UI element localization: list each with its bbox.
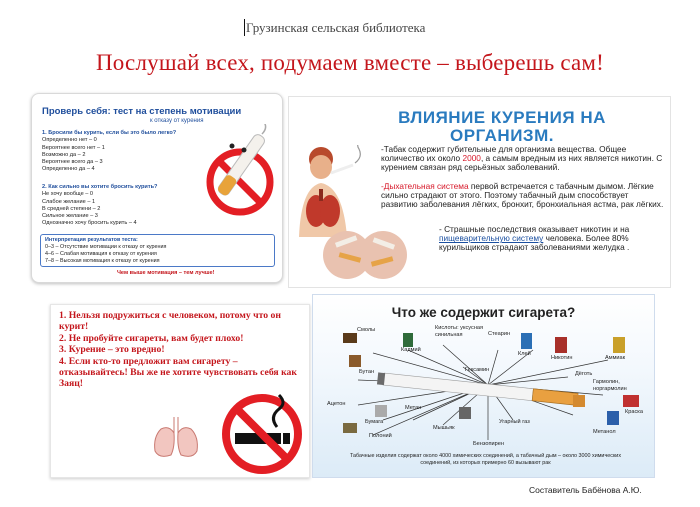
influence-paragraph-3 [439,225,667,253]
influence-title-line2: ОРГАНИЗМ. [450,126,554,145]
q1-answer: Определенно нет – 0 [42,137,97,144]
q1-answer: Определенно да – 4 [42,166,95,173]
label-smoly: Смолы [357,327,376,333]
influence-paragraph-1 [381,145,666,173]
slide-headline: Послушай всех, подумаем вместе – выберешь сам! [95,50,605,75]
label-bumaga: Бумага [365,419,384,425]
no-smoking-icon [219,391,305,477]
rule-item: 3. Курение – это вредно! [59,344,165,356]
q1-answer: Вероятнее всего нет – 1 [42,144,105,151]
label-degot: Дёготь [575,371,593,377]
rule-item: 4. Если кто-то предложит вам сигарету – отказывайтесь! Вы же не хотите чувствовать себя как Заяц! [59,355,297,390]
interpretation-title: Интерпретация результатов теста: [45,237,138,243]
test-footer: Чем выше мотивация – тем лучше! [117,270,215,276]
influence-text: человека. Более 80% курильщиков страдают заболеваниями желудка . [439,233,630,253]
interpretation-line: 7–8 – Высокая мотивация к отказу от курения [45,258,160,264]
influence-text: , а самым вредным из них является никотин. С курением связан ряд серьёзных заболеваний. [381,153,663,173]
label-aceton: Ацетон [327,401,346,407]
label-stearin: Стеарин [488,331,511,337]
question-2-text: 2. Как сильно вы хотите бросить курить? [42,184,158,190]
q2-answer: Не хочу вообще – 0 [42,191,94,198]
no-smoking-cigarette-icon [202,124,278,234]
rules-list [59,310,304,390]
label-benzopiren: Бензопирен [473,441,504,447]
question-1 [42,130,202,174]
interpretation-line: 4–6 – Слабая мотивация к отказу от курения [45,251,157,257]
smoker-lungs-icon [291,145,377,237]
label-myshyak: Мышьяк [433,425,455,431]
smoking-influence-panel [288,96,671,288]
label-garmoni: Гармолин, норгармолин [593,379,627,392]
lungs-icon [151,411,201,461]
label-kadmiy: Кадмий [401,347,421,353]
label-kley: Клей [518,351,531,357]
rules-panel [50,304,310,478]
label-kisloty: Кислоты: уксусная синильная [435,325,484,338]
influence-text: первой встречается с табачным дымом. Лёгкие сильно страдают от этого. Поэтому табачный дым способствует развитию заболевания лёгких, бронхит, бронхиальная астма, рак лёгких. [381,181,664,210]
motivation-test-panel [31,93,283,283]
content-title: Что же содержит сигарета? [391,305,576,320]
label-butan: Бутан [359,369,375,375]
rule-item: 2. Не пробуйте сигареты, вам будет плохо! [59,332,244,344]
q1-answer: Вероятнее всего да – 3 [42,159,103,166]
cigarette-content-panel [312,294,655,478]
digestive-system-label: пищеварительную систему [439,233,544,244]
influence-text: - Страшные последствия оказывает никотин и на [439,224,630,234]
interpretation-line: 0–3 – Отсутствие мотивации к отказу от курения [45,244,167,250]
question-1-text: 1. Бросили бы курить, если бы это было легко? [42,130,177,136]
text-cursor [244,19,245,36]
q2-answer: Сильное желание – 3 [42,213,98,220]
test-subtitle: к отказу от курения [150,118,204,124]
respiratory-system-label: -Дыхательная система [381,181,469,191]
label-nikotin: Никотин [551,355,573,361]
cigarettes-lungs-icon [319,225,411,283]
author-credit: Составитель Бабёнова А.Ю. [529,485,642,495]
label-kraska: Краска [625,409,643,415]
library-name: Грузинская сельская библиотека [246,20,426,35]
test-title: Проверь себя: тест на степень мотивации [42,106,242,117]
label-ammiak: Аммиак [605,355,626,361]
label-metan: Метан [405,405,422,411]
influence-title-line1: ВЛИЯНИЕ КУРЕНИЯ НА [398,108,606,127]
interpretation-box [40,234,275,267]
influence-text: -Табак содержит губительные для организма вещества. Общее количество их около [381,144,627,164]
question-2 [42,184,202,228]
label-ugarny: Угарный газ [499,419,530,425]
label-geksamin: Гексамин [465,367,490,373]
label-metanol: Метанол [593,429,616,435]
rule-item: 1. Нельзя подружиться с человеком, потому что он курит! [59,310,281,333]
content-footer: Табачные изделия содержат около 4000 химических соединений, а табачный дым – около 3000 химических соединений, из которых примерно 60 вызывают рак [349,453,622,466]
q1-answer: Возможно да – 2 [42,151,86,158]
q2-answer: Однозначно хочу бросить курить – 4 [42,220,137,227]
label-polony: Полоний [369,433,392,439]
influence-title [337,109,667,145]
influence-paragraph-2 [381,182,666,210]
influence-number: 2000 [462,153,481,164]
q2-answer: Слабое желание – 1 [42,198,96,205]
q2-answer: В средней степени – 2 [42,205,101,212]
